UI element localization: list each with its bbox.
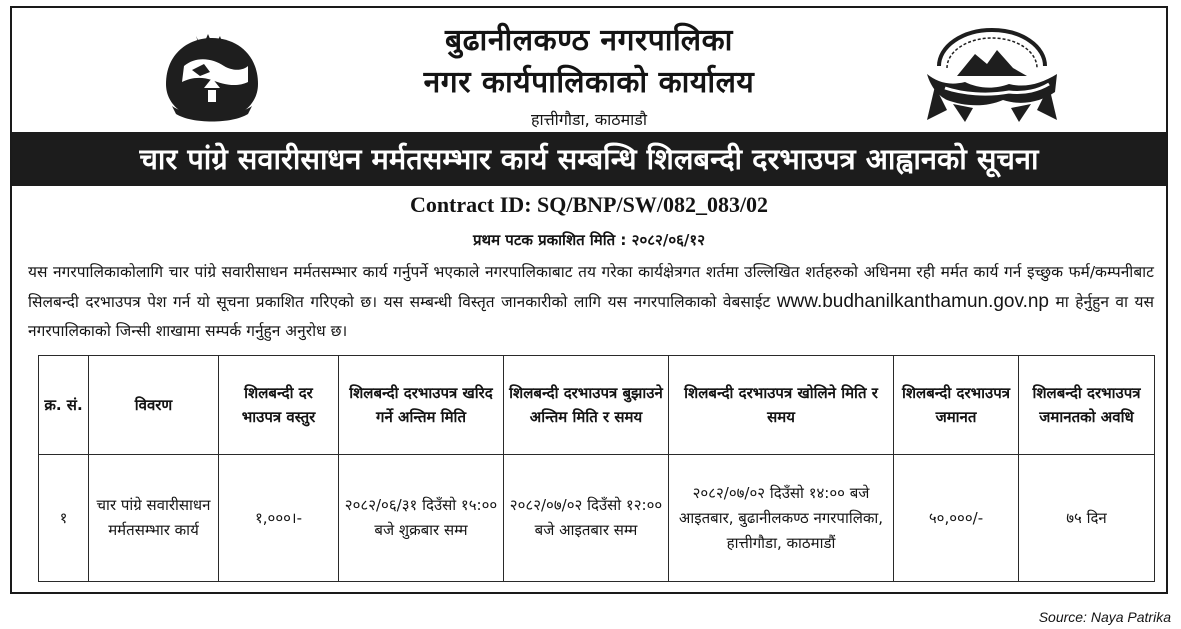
header-fee: शिलबन्दी दर भाउपत्र वस्तुर: [219, 356, 339, 455]
notice-body: [28, 258, 1154, 346]
header-serial: क्र. सं.: [39, 356, 89, 455]
notice-body-text: यस नगरपालिकाकोलागि चार पांग्रे सवारीसाधन मर्मतसम्भार कार्य गर्नुपर्ने भएकाले नगरपालिकाबाट तय गरेका कार्यक्षेत्रगत शर्तमा उल्लिखित शर्तहरुको अधिनमा रही मर्मत कार्य गर्न इच्छुक फर्म/कम्पनीबाट सिलबन्दी दरभाउपत्र पेश गर्न यो सूचना प्रकाशित गरिएको छ। यस सम्बन्धी विस्तृत जानकारीको लागि यस नगरपालिकाको वेबसाईट: [28, 263, 1154, 311]
website-link[interactable]: www.budhanilkanthamun.gov.np: [776, 291, 1049, 312]
header-security-validity: शिलबन्दी दरभाउपत्र जमानतको अवधि: [1019, 356, 1155, 455]
cell-opening-date: २०८२/०७/०२ दिउँसो १४:०० बजे आइतबार, बुढानीलकण्ठ नगरपालिका, हात्तीगौडा, काठमाडौं: [669, 455, 894, 582]
header-purchase-deadline: शिलबन्दी दरभाउपत्र खरिद गर्ने अन्तिम मिति: [339, 356, 504, 455]
cell-bid-security: ५०,०००/-: [894, 455, 1019, 582]
published-date: प्रथम पटक प्रकाशित मिति : २०८२/०६/१२: [472, 231, 706, 249]
source-credit: Source: Naya Patrika: [1038, 609, 1171, 625]
cell-serial: १: [39, 455, 89, 582]
header-opening-date: शिलबन्दी दरभाउपत्र खोलिने मिति र समय: [669, 356, 894, 455]
notice-header: [12, 8, 1166, 132]
cell-description: चार पांग्रे सवारीसाधन मर्मतसम्भार कार्य: [89, 455, 219, 582]
office-name: नगर कार्यपालिकाको कार्यालय: [423, 65, 755, 100]
notice-body-text-end: मा हेर्नुहुन वा यस नगरपालिकाको जिन्सी शाखामा सम्पर्क गर्नुहुन अनुरोध छ।: [28, 293, 1155, 340]
tender-table: [38, 355, 1155, 582]
header-bid-security: शिलबन्दी दरभाउपत्र जमानत: [894, 356, 1019, 455]
tender-notice: [10, 6, 1168, 594]
office-address: हात्तीगौडा, काठमाडौ: [530, 110, 647, 129]
cell-fee: १,०००।-: [219, 455, 339, 582]
municipality-logo-icon: [917, 24, 1067, 124]
notice-title: चार पांग्रे सवारीसाधन मर्मतसम्भार कार्य सम्बन्धि शिलबन्दी दरभाउपत्र आह्वानको सूचना: [12, 132, 1166, 186]
cell-security-validity: ७५ दिन: [1019, 455, 1155, 582]
cell-submission-deadline: २०८२/०७/०२ दिउँसो १२:०० बजे आइतबार सम्म: [504, 455, 669, 582]
table-row: [39, 455, 1155, 582]
contract-id: Contract ID: SQ/BNP/SW/082_083/02: [409, 192, 769, 217]
header-submission-deadline: शिलबन्दी दरभाउपत्र बुझाउने अन्तिम मिति र समय: [504, 356, 669, 455]
header-description: विवरण: [89, 356, 219, 455]
table-header-row: [39, 356, 1155, 455]
cell-purchase-deadline: २०८२/०६/३१ दिउँसो १५:०० बजे शुक्रबार सम्म: [339, 455, 504, 582]
municipality-name: बुढानीलकण्ठ नगरपालिका: [445, 23, 733, 58]
